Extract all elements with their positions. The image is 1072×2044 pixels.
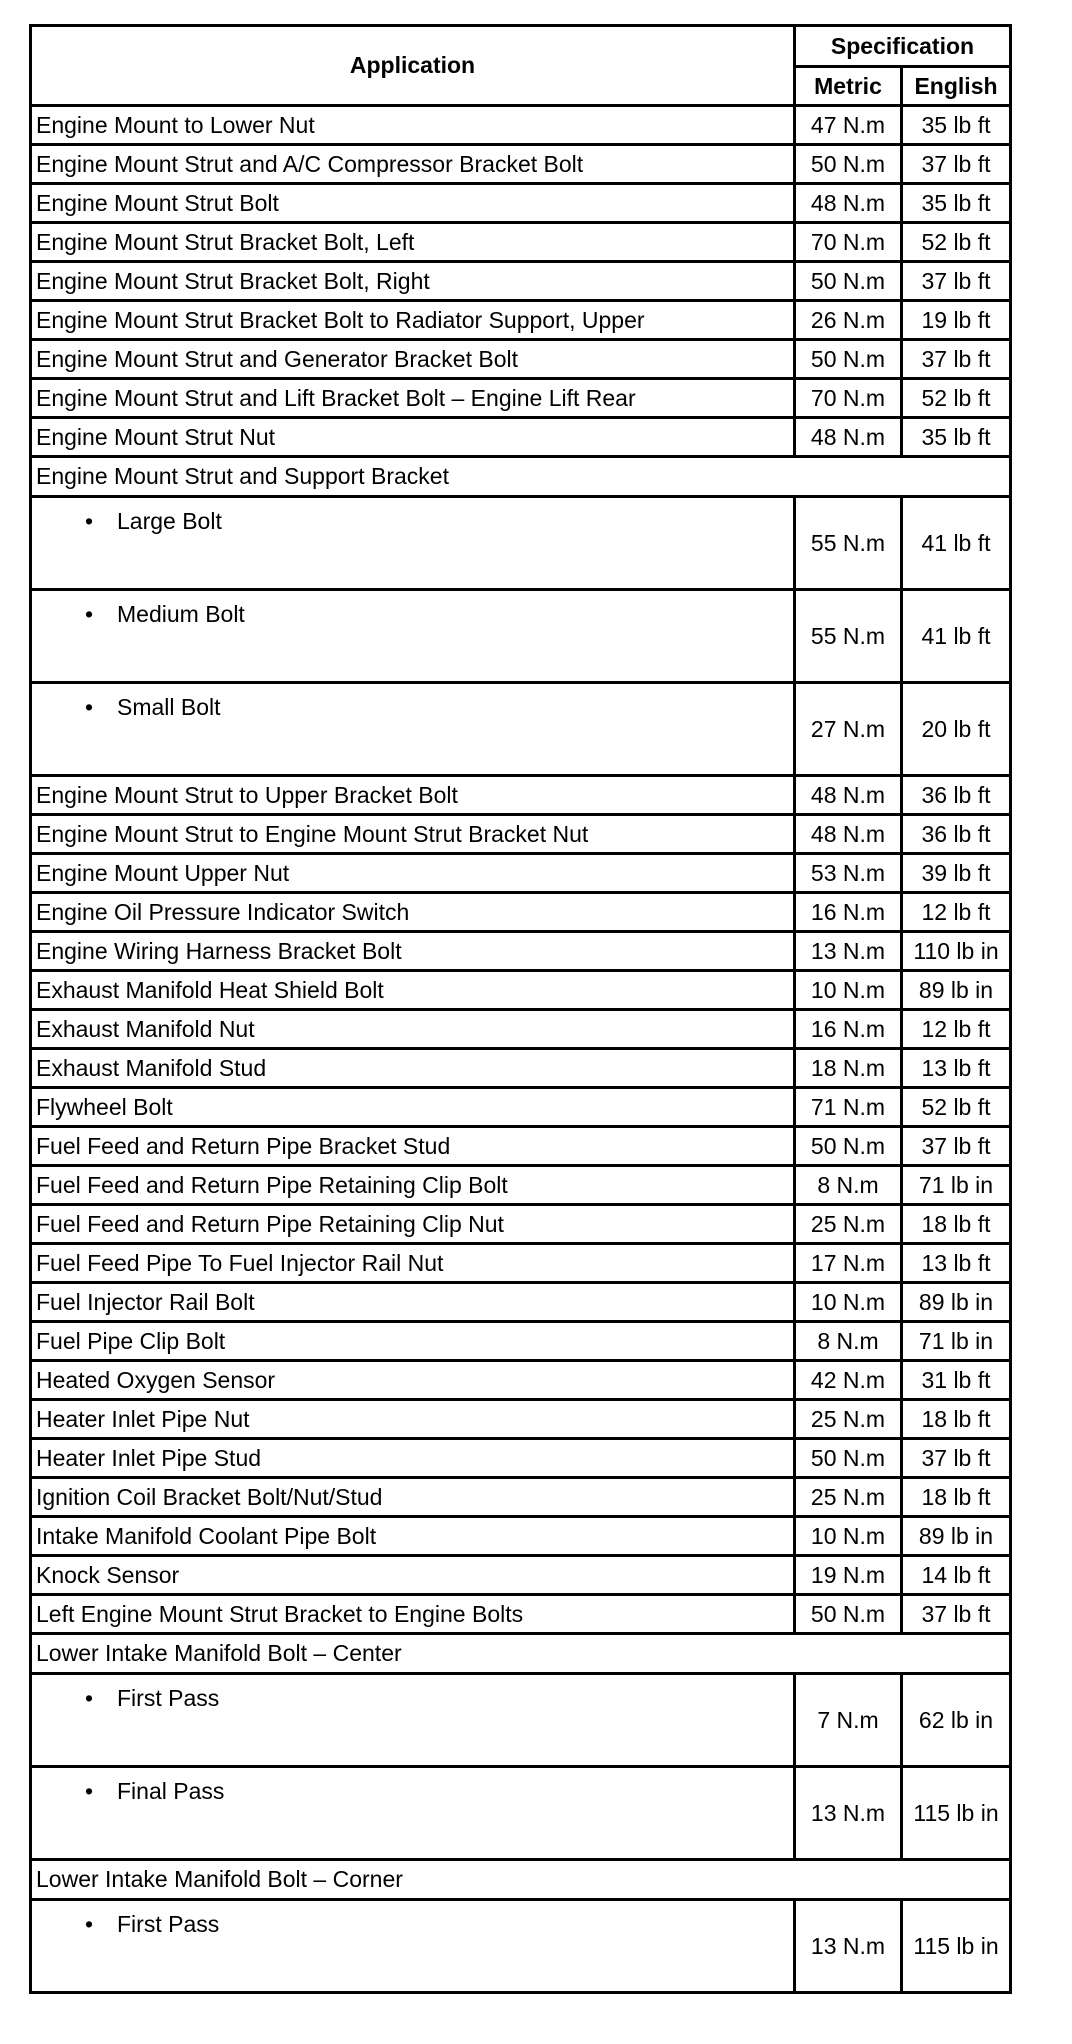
metric-header: Metric [795,67,902,106]
english-cell: 31 lb ft [902,1361,1011,1400]
table-row [31,1439,1011,1478]
application-cell: Engine Mount Strut Bracket Bolt, Right [31,262,795,301]
application-cell: Fuel Feed and Return Pipe Retaining Clip Nut [31,1205,795,1244]
bullet-icon: • [85,1685,94,1711]
table-row [31,854,1011,893]
table-row [31,1674,1011,1767]
metric-cell: 50 N.m [795,340,902,379]
application-cell: Intake Manifold Coolant Pipe Bolt [31,1517,795,1556]
english-cell: 89 lb in [902,1517,1011,1556]
english-cell: 37 lb ft [902,1127,1011,1166]
application-cell: Fuel Feed and Return Pipe Bracket Stud [31,1127,795,1166]
application-cell: Engine Mount Strut and A/C Compressor Bracket Bolt [31,145,795,184]
table-row [31,1478,1011,1517]
english-cell: 37 lb ft [902,1595,1011,1634]
table-row [31,106,1011,145]
bullet-icon: • [85,601,94,627]
table-row [31,1010,1011,1049]
english-cell: 35 lb ft [902,184,1011,223]
english-cell: 36 lb ft [902,815,1011,854]
application-label: Large Bolt [117,508,222,534]
application-cell: Engine Mount Strut Nut [31,418,795,457]
english-cell: 110 lb in [902,932,1011,971]
application-cell: Engine Mount Strut Bracket Bolt to Radiator Support, Upper [31,301,795,340]
english-cell: 14 lb ft [902,1556,1011,1595]
metric-cell: 50 N.m [795,1595,902,1634]
table-row [31,590,1011,683]
application-cell: Flywheel Bolt [31,1088,795,1127]
english-cell: 35 lb ft [902,418,1011,457]
group-heading: Lower Intake Manifold Bolt – Center [31,1634,1011,1674]
application-cell [31,1767,795,1860]
application-cell [31,497,795,590]
table-row [31,1205,1011,1244]
table-row [31,1556,1011,1595]
metric-cell: 50 N.m [795,145,902,184]
application-cell: Engine Mount Strut and Lift Bracket Bolt – Engine Lift Rear [31,379,795,418]
table-row [31,1634,1011,1674]
metric-cell: 53 N.m [795,854,902,893]
metric-cell: 10 N.m [795,971,902,1010]
metric-cell: 25 N.m [795,1400,902,1439]
table-row [31,932,1011,971]
metric-cell: 70 N.m [795,379,902,418]
application-cell [31,1674,795,1767]
table-row [31,184,1011,223]
metric-cell: 16 N.m [795,893,902,932]
metric-cell: 13 N.m [795,1767,902,1860]
bullet-icon: • [85,508,94,534]
english-cell: 89 lb in [902,1283,1011,1322]
specification-header: Specification [795,26,1011,67]
application-cell: Engine Mount to Lower Nut [31,106,795,145]
table-row [31,1244,1011,1283]
table-row [31,1860,1011,1900]
english-cell: 18 lb ft [902,1478,1011,1517]
metric-cell: 48 N.m [795,776,902,815]
english-cell: 71 lb in [902,1322,1011,1361]
table-row [31,1283,1011,1322]
application-cell: Knock Sensor [31,1556,795,1595]
application-cell: Ignition Coil Bracket Bolt/Nut/Stud [31,1478,795,1517]
application-cell: Fuel Feed and Return Pipe Retaining Clip Bolt [31,1166,795,1205]
table-row [31,379,1011,418]
application-cell: Engine Mount Strut Bolt [31,184,795,223]
table-row [31,223,1011,262]
application-cell: Fuel Feed Pipe To Fuel Injector Rail Nut [31,1244,795,1283]
english-cell: 115 lb in [902,1900,1011,1993]
table-row [31,1767,1011,1860]
application-cell: Engine Mount Strut to Engine Mount Strut Bracket Nut [31,815,795,854]
table-row [31,1595,1011,1634]
english-cell: 18 lb ft [902,1400,1011,1439]
metric-cell: 50 N.m [795,262,902,301]
application-cell: Engine Mount Strut and Generator Bracket Bolt [31,340,795,379]
table-row [31,1127,1011,1166]
metric-cell: 25 N.m [795,1205,902,1244]
metric-cell: 10 N.m [795,1283,902,1322]
english-cell: 19 lb ft [902,301,1011,340]
english-cell: 12 lb ft [902,1010,1011,1049]
bullet-icon: • [85,694,94,720]
table-row [31,340,1011,379]
english-cell: 62 lb in [902,1674,1011,1767]
table-row [31,262,1011,301]
table-row [31,971,1011,1010]
table-row [31,683,1011,776]
table-row [31,301,1011,340]
metric-cell: 55 N.m [795,590,902,683]
metric-cell: 10 N.m [795,1517,902,1556]
metric-cell: 50 N.m [795,1439,902,1478]
english-cell: 37 lb ft [902,1439,1011,1478]
group-heading: Engine Mount Strut and Support Bracket [31,457,1011,497]
metric-cell: 18 N.m [795,1049,902,1088]
application-cell: Engine Wiring Harness Bracket Bolt [31,932,795,971]
bullet-icon: • [85,1911,94,1937]
metric-cell: 8 N.m [795,1322,902,1361]
metric-cell: 7 N.m [795,1674,902,1767]
application-cell: Engine Oil Pressure Indicator Switch [31,893,795,932]
application-label: First Pass [117,1911,220,1937]
english-cell: 41 lb ft [902,497,1011,590]
table-row [31,497,1011,590]
table-row [31,145,1011,184]
table-row [31,776,1011,815]
bullet-icon: • [85,1778,94,1804]
metric-cell: 13 N.m [795,932,902,971]
metric-cell: 70 N.m [795,223,902,262]
application-cell: Engine Mount Strut to Upper Bracket Bolt [31,776,795,815]
application-cell: Exhaust Manifold Stud [31,1049,795,1088]
english-cell: 13 lb ft [902,1049,1011,1088]
english-cell: 71 lb in [902,1166,1011,1205]
english-cell: 52 lb ft [902,223,1011,262]
english-cell: 41 lb ft [902,590,1011,683]
metric-cell: 55 N.m [795,497,902,590]
english-cell: 20 lb ft [902,683,1011,776]
table-row [31,1517,1011,1556]
torque-spec-table [29,24,1012,1994]
application-cell [31,683,795,776]
application-cell: Heater Inlet Pipe Nut [31,1400,795,1439]
english-cell: 12 lb ft [902,893,1011,932]
application-cell: Fuel Injector Rail Bolt [31,1283,795,1322]
table-row [31,815,1011,854]
table-body [31,106,1011,1993]
application-cell [31,590,795,683]
table-row [31,1322,1011,1361]
english-cell: 13 lb ft [902,1244,1011,1283]
metric-cell: 48 N.m [795,815,902,854]
table-row [31,1361,1011,1400]
table-row [31,457,1011,497]
application-cell: Fuel Pipe Clip Bolt [31,1322,795,1361]
english-cell: 37 lb ft [902,262,1011,301]
table-header [31,26,1011,106]
metric-cell: 26 N.m [795,301,902,340]
metric-cell: 47 N.m [795,106,902,145]
english-cell: 39 lb ft [902,854,1011,893]
application-cell: Exhaust Manifold Heat Shield Bolt [31,971,795,1010]
application-header: Application [31,26,795,106]
metric-cell: 17 N.m [795,1244,902,1283]
english-header: English [902,67,1011,106]
application-cell: Heated Oxygen Sensor [31,1361,795,1400]
metric-cell: 16 N.m [795,1010,902,1049]
group-heading: Lower Intake Manifold Bolt – Corner [31,1860,1011,1900]
english-cell: 37 lb ft [902,340,1011,379]
application-label: Medium Bolt [117,601,245,627]
english-cell: 36 lb ft [902,776,1011,815]
application-cell [31,1900,795,1993]
application-label: Final Pass [117,1778,225,1804]
metric-cell: 19 N.m [795,1556,902,1595]
table-row [31,1400,1011,1439]
english-cell: 35 lb ft [902,106,1011,145]
metric-cell: 71 N.m [795,1088,902,1127]
table-row [31,1166,1011,1205]
english-cell: 18 lb ft [902,1205,1011,1244]
table-row [31,1088,1011,1127]
table-row [31,1049,1011,1088]
english-cell: 52 lb ft [902,379,1011,418]
application-cell: Heater Inlet Pipe Stud [31,1439,795,1478]
english-cell: 89 lb in [902,971,1011,1010]
table-row [31,418,1011,457]
application-cell: Engine Mount Strut Bracket Bolt, Left [31,223,795,262]
application-cell: Engine Mount Upper Nut [31,854,795,893]
english-cell: 52 lb ft [902,1088,1011,1127]
metric-cell: 50 N.m [795,1127,902,1166]
application-cell: Exhaust Manifold Nut [31,1010,795,1049]
metric-cell: 27 N.m [795,683,902,776]
table-row [31,1900,1011,1993]
application-label: First Pass [117,1685,220,1711]
application-cell: Left Engine Mount Strut Bracket to Engine Bolts [31,1595,795,1634]
metric-cell: 42 N.m [795,1361,902,1400]
metric-cell: 48 N.m [795,418,902,457]
english-cell: 37 lb ft [902,145,1011,184]
application-label: Small Bolt [117,694,221,720]
table-row [31,893,1011,932]
metric-cell: 13 N.m [795,1900,902,1993]
metric-cell: 8 N.m [795,1166,902,1205]
metric-cell: 25 N.m [795,1478,902,1517]
metric-cell: 48 N.m [795,184,902,223]
english-cell: 115 lb in [902,1767,1011,1860]
